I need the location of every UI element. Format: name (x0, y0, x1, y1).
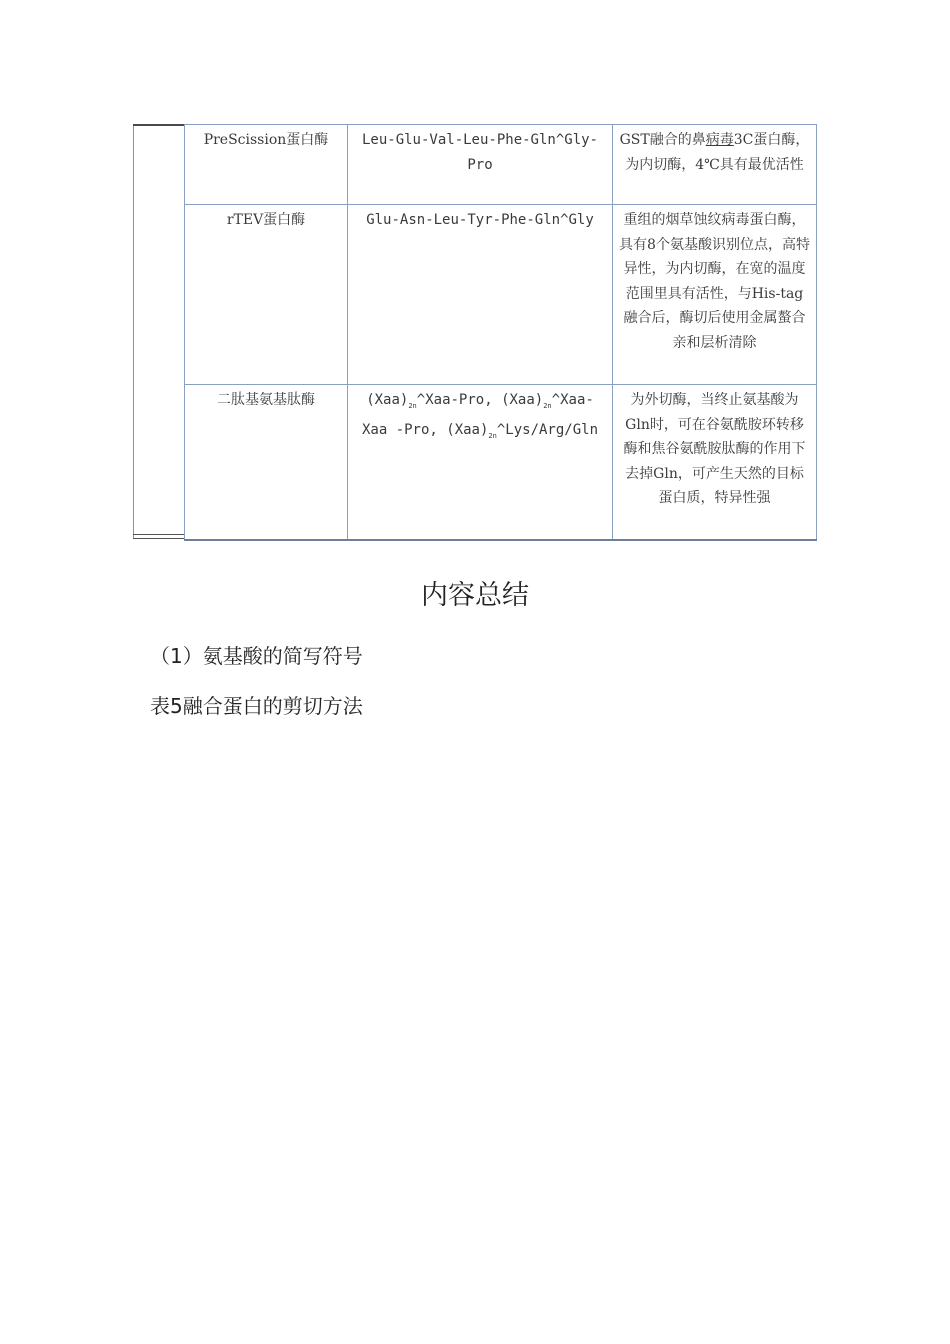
enzyme-note: 重组的烟草蚀纹病毒蛋白酶，具有8个氨基酸识别位点，高特异性，为内切酶，在宽的温度范围里具有活性，与His-tag融合后，酶切后使用金属螯合亲和层析清除 (619, 212, 810, 351)
enzyme-note: 为外切酶，当终止氨基酸为Gln时，可在谷氨酰胺环转移酶和焦谷氨酰胺肽酶的作用下去掉Gln，可产生天然的目标蛋白质，特异性强 (623, 392, 806, 506)
site-subscript: 2n (408, 401, 417, 410)
enzyme-name: rTEV蛋白酶 (226, 212, 306, 228)
table-row (185, 385, 817, 540)
summary-line: 表5融合蛋白的剪切方法 (150, 694, 363, 718)
enzyme-note-cell (613, 385, 817, 540)
site-part: ^Lys/Arg/Gln (496, 422, 599, 439)
enzyme-cleavage-table (184, 124, 817, 541)
table-side-column (133, 124, 185, 539)
enzyme-name-cell (185, 125, 348, 205)
cleavage-site: Glu-Asn-Leu-Tyr-Phe-Gln^Gly (366, 212, 594, 228)
table-row (185, 205, 817, 385)
table-side-bottom-rule (133, 534, 184, 539)
enzyme-name-cell (185, 385, 348, 540)
cleavage-site-cell (348, 205, 613, 385)
enzyme-note-cell (613, 205, 817, 385)
enzyme-table-wrapper (133, 124, 817, 539)
table-side-top-rule (133, 124, 184, 126)
cleavage-site: Leu-Glu-Val-Leu-Phe-Gln^Gly-Pro (361, 132, 598, 173)
cleavage-site-cell (348, 385, 613, 540)
enzyme-note-part: 3C蛋白酶，为内切酶，4℃具有最优活性 (625, 132, 810, 173)
site-part: ^Xaa-Pro, (Xaa) (416, 392, 544, 408)
site-part: ^Xaa-Xaa -Pro, (Xaa) (361, 392, 594, 439)
enzyme-note-underlined: 病毒 (705, 132, 734, 148)
enzyme-note-cell (613, 125, 817, 205)
enzyme-name: 二肽基氨基肽酶 (217, 392, 315, 408)
table-row (185, 125, 817, 205)
enzyme-name: PreScission蛋白酶 (203, 132, 329, 148)
site-part: (Xaa) (366, 392, 409, 408)
site-subscript: 2n (488, 432, 497, 441)
enzyme-note-part: GST融合的鼻 (619, 132, 706, 148)
site-subscript: 2n (543, 401, 552, 410)
enzyme-name-cell (185, 205, 348, 385)
summary-heading: 内容总结 (421, 580, 529, 611)
summary-line: （1）氨基酸的简写符号 (150, 644, 363, 668)
cleavage-site-cell (348, 125, 613, 205)
